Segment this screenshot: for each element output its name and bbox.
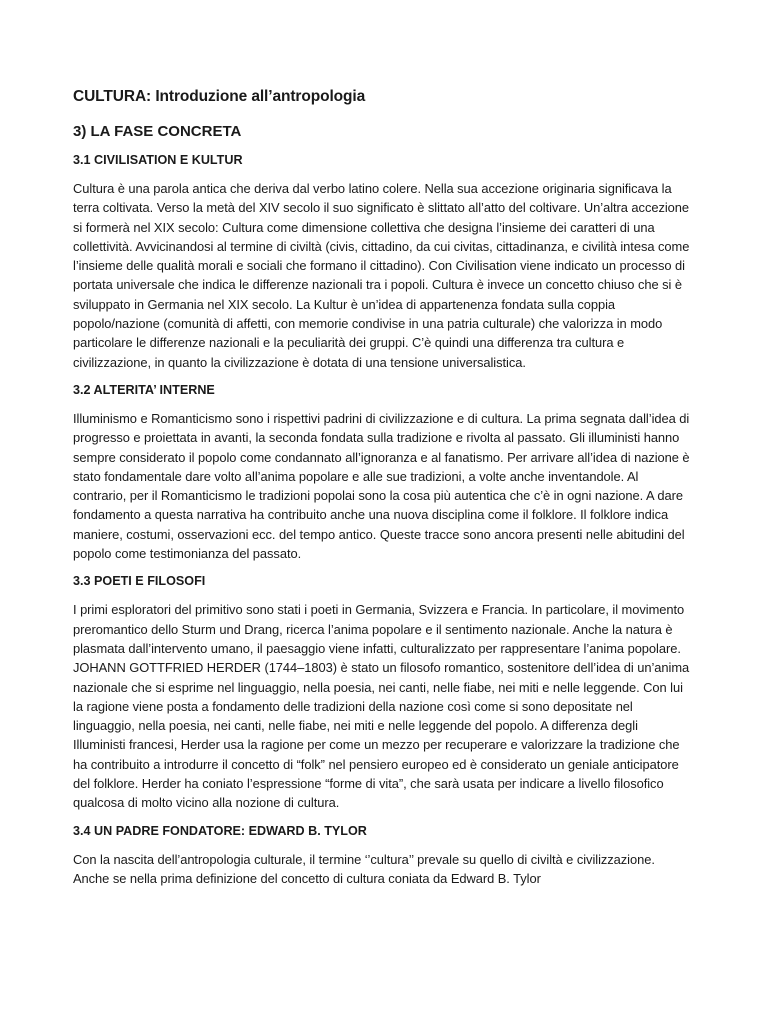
section-heading-3-3: 3.3 POETI E FILOSOFI <box>73 574 206 589</box>
section-heading-3-2: 3.2 ALTERITA’ INTERNE <box>73 382 215 397</box>
document-title: CULTURA: Introduzione all’antropologia <box>73 88 366 105</box>
chapter-title: 3) LA FASE CONCRETA <box>73 123 242 140</box>
section-body-3-1: Cultura è una parola antica che deriva dal verbo latino colere. Nella sua accezione originaria significava la terra coltivata. Verso la metà del XIV secolo il suo significato è slittato all’atto del coltivare. Un’altra accezione si formerà nel XIX secolo: Cultura come dimensione collettiva che designa l’insieme dei caratteri di una collettività. Avvicinandosi al termine di civiltà (civis, cittadino, da cui civitas, cittadinanza, e civilità intesa come l’insieme delle qualità morali e sociali che formano il cittadino). Con Civilisation viene indicato un processo di portata universale che indica le differenze nazionali tra i popoli. Cultura è invece un concetto chiuso che si è sviluppato in Germania nel XIX secolo. La Kultur è un’idea di appartenenza fondata sulla coppia popolo/nazione (comunità di affetti, con memorie condivise in una patria culturale) che valorizza in modo particolare le differenze nazionali e la peculiarità dei gruppi. C’è quindi una differenza tra cultura e civilizzazione, in quanto la civilizzazione è dotata di una tensione universalistica. <box>73 181 690 370</box>
section-body-3-4: Con la nascita dell’antropologia culturale, il termine ‘’cultura’’ prevale su quello di civiltà e civilizzazione. Anche se nella prima definizione del concetto di cultura coniata da Edward B. Tylor <box>73 851 655 886</box>
document-page <box>73 84 693 896</box>
section-heading-3-4: 3.4 UN PADRE FONDATORE: EDWARD B. TYLOR <box>73 823 367 838</box>
section-heading-3-1: 3.1 CIVILISATION E KULTUR <box>73 153 243 167</box>
section-body-3-3: I primi esploratori del primitivo sono stati i poeti in Germania, Svizzera e Francia. In particolare, il movimento preromantico dello Sturm und Drang, ricerca l’anima popolare e il sentimento nazionale. Anche la natura è plasmata dall’intervento umano, il paesaggio viene infatti, culturalizzato per rappresentare l’anima popolare. JOHANN GOTTFRIED HERDER (1744–1803) è stato un filosofo romantico, sostenitore dell’idea di un’anima nazionale che si esprime nel linguaggio, nella poesia, nei canti, nelle fiabe, nei miti e nelle leggende. Con lui la ragione viene posta a fondamento delle tradizioni della nazione così come si sono depositate nel linguaggio, nella poesia, nei canti, nelle fiabe, nei miti e nelle leggende del popolo. A differenza degli Illuministi francesi, Herder usa la ragione per come un mezzo per recuperare e valorizzare la tradizione che ha contribuito a introdurre il concetto di “folk” nel pensiero europeo ed è considerato un geniale anticipatore del folklore. Herder ha coniato l’espressione “forme di vita”, che sarà usata per indicare a livello filosofico qualcosa di molto vicino alla nozione di cultura. <box>73 602 690 811</box>
section-body-3-2: Illuminismo e Romanticismo sono i rispettivi padrini di civilizzazione e di cultura. La prima segnata dall’idea di progresso e proiettata in avanti, la seconda fondata sulla tradizione e rivolta al passato. Gli illuministi hanno sempre considerato il popolo come condannato all’ignoranza e al fanatismo. Per arrivare all’idea di nazione è stato fondamentale dare volto all’anima popolare e alle sue tradizioni, a volte anche inventandole. Al contrario, per il Romanticismo le tradizioni popolai sono la cosa più autentica che c’è in ogni nazione. A dare fondamento a questa narrativa ha contribuito anche una nuova disciplina come il folklore. Il folklore indica maniere, costumi, osservazioni ecc. del tempo antico. Queste tracce sono ancora presenti nelle abitudini del popolo come testimonianza del passato. <box>73 410 690 562</box>
